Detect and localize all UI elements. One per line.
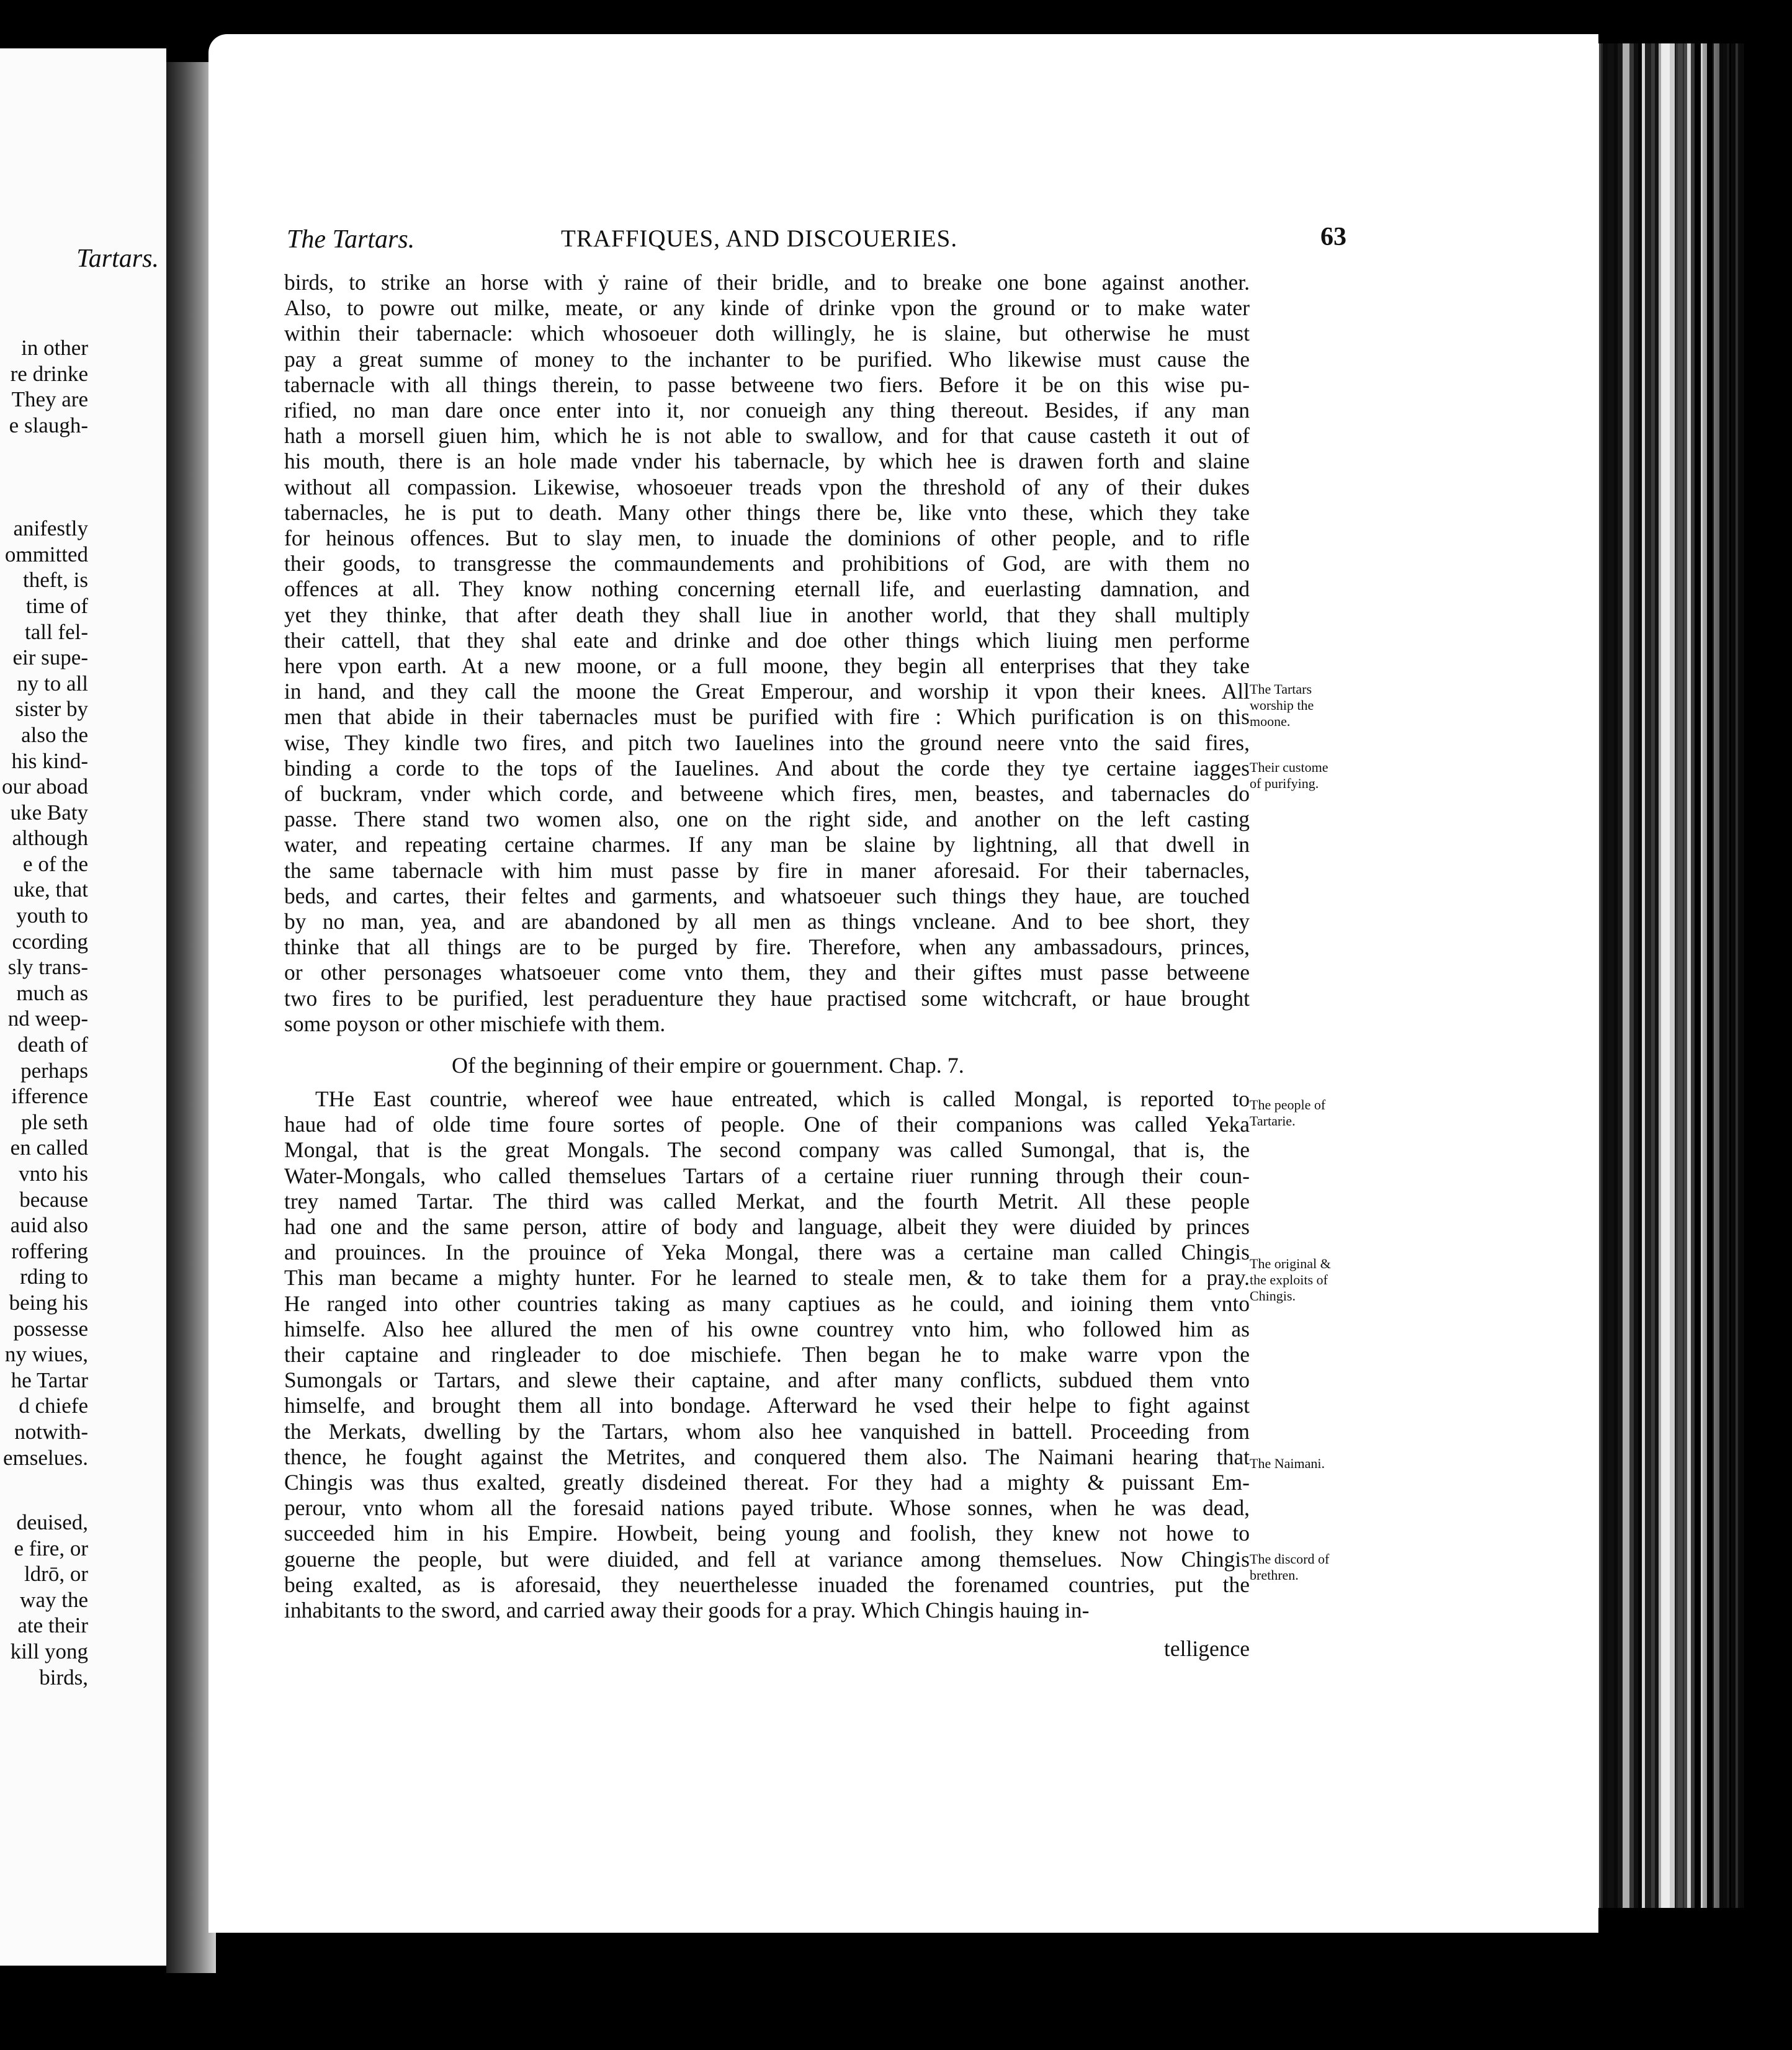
- left-page-line: re drinke: [10, 361, 88, 386]
- fore-edge-streak: [1645, 43, 1651, 1908]
- left-page-line: in other: [21, 336, 88, 360]
- left-page-line: sister by: [15, 697, 88, 722]
- text-line: offences at all. They know nothing concerning eternall life, and euerlasting damnation, and: [284, 576, 1250, 602]
- left-page-line: en called: [10, 1135, 88, 1160]
- left-page-line: nd weep-: [7, 1006, 88, 1031]
- left-page-line: perhaps: [20, 1058, 88, 1083]
- margin-note-people-of-tartarie: [1250, 1097, 1361, 1129]
- text-line: pay a great summe of money to the inchanter to be purified. Who likewise must cause the: [284, 346, 1250, 372]
- text-line: Water-Mongals, who called themselues Tartars of a certaine riuer running through their coun-: [284, 1163, 1250, 1188]
- text-line: passe. There stand two women also, one on the right side, and another on the left casting: [284, 807, 1250, 832]
- text-line: in hand, and they call the moone the Great Emperour, and worship it vpon their knees. All: [284, 679, 1250, 704]
- left-page-line: rding to: [20, 1264, 88, 1289]
- margin-note-line: Their custome: [1250, 759, 1328, 775]
- text-line: tabernacles, he is put to death. Many other things there be, like vnto these, which they take: [284, 499, 1250, 525]
- text-line: without all compassion. Likewise, whosoeuer treads vpon the threshold of any of their dukes: [284, 474, 1250, 499]
- left-page-line: our aboad: [2, 774, 88, 799]
- fore-edge-shadow: [1700, 43, 1744, 1908]
- left-page-line: ldrō, or: [24, 1562, 88, 1587]
- left-page-line: ny to all: [17, 671, 88, 696]
- left-page-line: [2, 490, 88, 516]
- left-page-running-head: Tartars.: [76, 244, 159, 273]
- left-page-line: [2, 438, 88, 464]
- text-line: yet they thinke, that after death they shall liue in another world, that they shall multiply: [284, 602, 1250, 627]
- text-line: Also, to powre out milke, meate, or any kinde of drinke vpon the ground or to make water: [284, 295, 1250, 321]
- text-line: men that abide in their tabernacles must be purified with fire : Which purification is on this: [284, 704, 1250, 730]
- left-page-line: emselues.: [2, 1445, 88, 1470]
- text-line: their goods, to transgresse the commaundements and prohibitions of God, are with them no: [284, 551, 1250, 576]
- left-page-line: e of the: [23, 851, 88, 876]
- text-line: He ranged into other countries taking as many captiues as he could, and ioining them vnto: [284, 1291, 1250, 1316]
- text-line: and prouinces. In the prouince of Yeka Mongal, there was a certaine man called Chingis: [284, 1240, 1250, 1265]
- left-page-line: notwith-: [14, 1419, 88, 1444]
- left-page-line: ate their: [17, 1613, 88, 1638]
- text-line: This man became a mighty hunter. For he learned to steale men, & to take them for a pray.: [284, 1265, 1250, 1291]
- left-page-line: also the: [21, 722, 88, 747]
- fore-edge-streak: [1678, 43, 1683, 1908]
- text-line: water, and repeating certaine charmes. If any man be slaine by lightning, all that dwell in: [284, 832, 1250, 857]
- text-line: himselfe. Also hee allured the men of his owne countrey vnto him, who followed him as: [284, 1316, 1250, 1341]
- text-line: gouerne the people, but were diuided, and fell at variance among themselues. Now Chingis: [284, 1546, 1250, 1572]
- fore-edge-streak: [1634, 43, 1638, 1908]
- text-line: thence, he fought against the Metrites, and conquered them also. The Naimani hearing that: [284, 1444, 1250, 1469]
- margin-note-line: The people of: [1250, 1097, 1326, 1112]
- fore-edge-streak: [1629, 43, 1634, 1908]
- text-line: inhabitants to the sword, and carried away their goods for a pray. Which Chingis hauing in-: [284, 1598, 1090, 1623]
- text-line: trey named Tartar. The third was called Merkat, and the fourth Metrit. All these people: [284, 1188, 1250, 1214]
- text-line: being exalted, as is aforesaid, they neuerthelesse inuaded the forenamed countries, put the: [284, 1572, 1250, 1597]
- margin-note-line: The Naimani.: [1250, 1456, 1325, 1471]
- text-line: hath a morsell giuen him, which he is not able to swallow, and for that cause casteth it out of: [284, 423, 1250, 449]
- text-line: wise, They kindle two fires, and pitch two Iauelines into the ground neere vnto the said fires,: [284, 730, 1250, 755]
- left-page-line: theft, is: [23, 568, 88, 593]
- margin-note-line: The Tartars: [1250, 681, 1312, 697]
- page-title: TRAFFIQUES, AND DISCOUERIES.: [561, 225, 958, 252]
- text-line: the same tabernacle with him must passe by fire in maner aforesaid. For their tabernacles,: [284, 857, 1250, 883]
- chapter-heading: Of the beginning of their empire or gouernment. Chap. 7.: [452, 1053, 964, 1078]
- text-line: THe East countrie, whereof wee haue entreated, which is called Mongal, is reported to: [315, 1086, 1250, 1111]
- margin-note-line: the exploits of: [1250, 1272, 1328, 1287]
- left-page-line: because: [19, 1187, 88, 1212]
- text-line: two fires to be purified, lest peraduenture they haue practised some witchcraft, or haue brought: [284, 985, 1250, 1011]
- left-page-line: possesse: [13, 1316, 88, 1341]
- book-fore-edge: [1576, 43, 1744, 1908]
- left-page-text-column: [2, 335, 88, 1470]
- left-page-line: youth to: [16, 903, 88, 928]
- text-line: for heinous offences. But to slay men, to inuade the dominions of other people, and to rifle: [284, 526, 1250, 550]
- left-page-line: ifference: [11, 1084, 88, 1109]
- running-head: The Tartars.: [287, 225, 415, 254]
- left-page-line: ccording: [12, 929, 88, 954]
- text-line: some poyson or other mischiefe with them.: [284, 1011, 666, 1036]
- margin-note-original-of-chingis: [1250, 1256, 1361, 1304]
- left-page-text-column-lower: [11, 1510, 88, 1690]
- fore-edge-streak: [1664, 43, 1670, 1908]
- margin-note-line: moone.: [1250, 714, 1291, 729]
- left-facing-page: [0, 48, 166, 1966]
- margin-note-naimani: [1250, 1456, 1361, 1472]
- left-page-line: e slaugh-: [9, 413, 88, 437]
- margin-note-tartars-worship-moone: [1250, 681, 1361, 730]
- text-line: his mouth, there is an hole made vnder his tabernacle, by which hee is drawen forth and slaine: [284, 449, 1250, 474]
- left-page-line: eir supe-: [12, 645, 88, 670]
- margin-note-line: worship the: [1250, 697, 1314, 713]
- fore-edge-streak: [1670, 43, 1675, 1908]
- text-line: rified, no man dare once enter into it, nor conueigh any thing thereout. Besides, if any man: [284, 398, 1250, 423]
- left-page-line: death of: [17, 1032, 88, 1057]
- margin-note-line: of purifying.: [1250, 776, 1319, 791]
- left-page-line: ommitted: [4, 542, 88, 566]
- text-line: here vpon earth. At a new moone, or a full moone, they begin all enterprises that they take: [284, 653, 1250, 678]
- text-line: Chingis was thus exalted, greatly disdeined thereat. For they had a mighty & puissant Em-: [284, 1470, 1250, 1495]
- margin-note-line: brethren.: [1250, 1567, 1299, 1583]
- text-line: birds, to strike an horse with ẏ raine of their bridle, and to breake one bone against another.: [284, 270, 1250, 295]
- text-line: succeeded him in his Empire. Howbeit, being young and foolish, they knew not howe to: [284, 1521, 1250, 1546]
- left-page-line: uke, that: [13, 877, 88, 902]
- left-page-line: sly trans-: [7, 955, 88, 980]
- left-page-line: auid also: [10, 1213, 88, 1238]
- text-line: himselfe, and brought them all into bondage. Afterward he vsed their helpe to fight against: [284, 1393, 1250, 1418]
- fore-edge-streak: [1603, 43, 1608, 1908]
- left-page-line: tall fel-: [24, 619, 88, 644]
- left-page-line: his kind-: [11, 748, 88, 773]
- left-page-line: ple seth: [21, 1109, 88, 1134]
- text-line: Sumongals or Tartars, and slewe their captaine, and after many conflicts, subdued them vnto: [284, 1367, 1250, 1393]
- text-line: their captaine and ringleader to doe mischiefe. Then began he to make warre vpon the: [284, 1342, 1250, 1367]
- left-page-line: They are: [11, 387, 88, 412]
- left-page-line: deuised,: [16, 1510, 88, 1534]
- left-page-line: kill yong: [10, 1639, 88, 1663]
- margin-note-custome-of-purifying: [1250, 759, 1361, 792]
- left-page-line: [2, 464, 88, 490]
- margin-note-line: Chingis.: [1250, 1288, 1296, 1304]
- text-line: perour, vnto whom all the foresaid nations payed tribute. Whose sonnes, when he was dead,: [284, 1495, 1250, 1521]
- left-page-line: roffering: [11, 1238, 88, 1263]
- catchword: telligence: [1164, 1636, 1250, 1661]
- fore-edge-streak: [1608, 43, 1614, 1908]
- text-line: tabernacle with all things therein, to passe betweene two fiers. Before it be on this wise pu-: [284, 372, 1250, 397]
- text-line: beds, and cartes, their feltes and garments, and whatsoeuer such things they haue, are touched: [284, 883, 1250, 908]
- margin-note-line: The discord of: [1250, 1551, 1330, 1567]
- left-page-line: time of: [25, 593, 88, 618]
- left-page-line: much as: [16, 980, 88, 1005]
- text-line: thinke that all things are to be purged by fire. Therefore, when any ambassadours, princes,: [284, 934, 1250, 960]
- text-line: the Merkats, dwelling by the Tartars, whom also hee vanquished in battell. Proceeding from: [284, 1418, 1250, 1444]
- text-line: had one and the same person, attire of body and language, albeit they were diuided by princes: [284, 1214, 1250, 1239]
- left-page-line: birds,: [39, 1665, 88, 1690]
- fore-edge-streak: [1618, 43, 1623, 1908]
- text-line: Mongal, that is the great Mongals. The second company was called Sumongal, that is, the: [284, 1137, 1250, 1163]
- left-page-line: although: [12, 826, 88, 851]
- page-number: 63: [1320, 223, 1346, 251]
- left-page-line: anifestly: [13, 516, 88, 541]
- margin-note-discord-of-brethren: [1250, 1551, 1361, 1583]
- text-line: or other personages whatsoeuer come vnto them, they and their giftes must passe betweene: [284, 960, 1250, 985]
- left-page-line: way the: [20, 1587, 88, 1612]
- text-line: of buckram, vnder which corde, and betweene which fires, men, beastes, and tabernacles do: [284, 781, 1250, 806]
- left-page-line: he Tartar: [11, 1367, 88, 1392]
- left-page-line: uke Baty: [10, 800, 88, 825]
- left-page-line: being his: [9, 1290, 88, 1315]
- text-line: by no man, yea, and are abandoned by all men as things vncleane. And to bee short, they: [284, 909, 1250, 934]
- left-page-line: e fire, or: [14, 1536, 88, 1560]
- left-page-line: ny wiues,: [4, 1342, 88, 1367]
- text-line: their cattell, that they shal eate and drinke and doe other things which liuing men performe: [284, 627, 1250, 653]
- text-line: within their tabernacle: which whosoeuer doth willingly, he is slaine, but otherwise he must: [284, 321, 1250, 346]
- left-page-line: d chiefe: [19, 1394, 88, 1418]
- margin-note-line: Tartarie.: [1250, 1113, 1296, 1129]
- text-line: binding a corde to the tops of the Iauelines. And about the corde they tye certaine iagges: [284, 755, 1250, 781]
- fore-edge-streak: [1624, 43, 1629, 1908]
- left-page-line: vnto his: [19, 1162, 88, 1186]
- margin-note-line: The original &: [1250, 1256, 1331, 1271]
- text-line: haue had of olde time foure sortes of people. One of their companions was called Yeka: [284, 1112, 1250, 1137]
